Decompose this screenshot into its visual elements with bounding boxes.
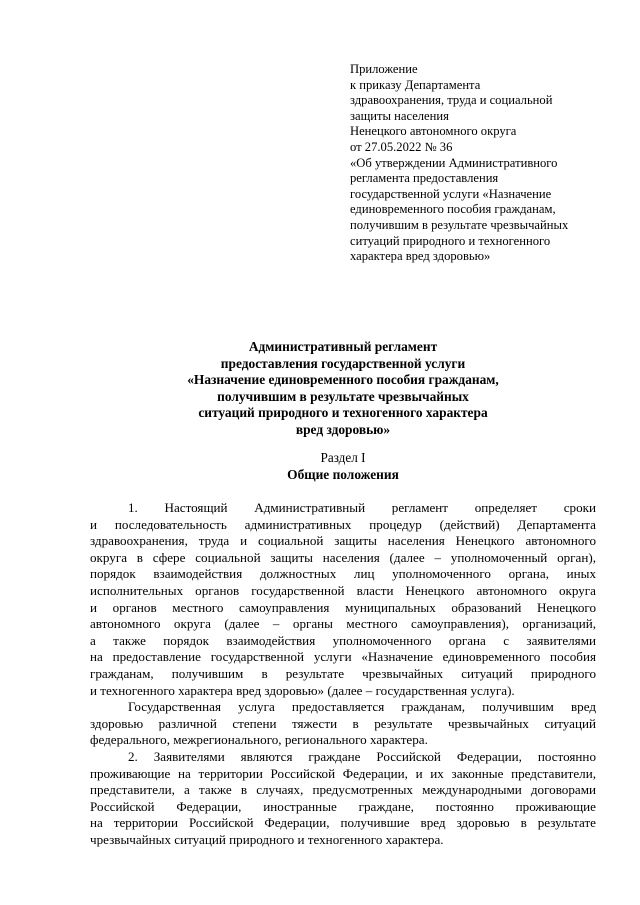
- paragraph-line: гражданам, получившим в результате чрезвычайных ситуаций природного: [90, 665, 596, 681]
- paragraph-line: на территории Российской Федерации, получившие вред здоровью в результате: [90, 815, 596, 831]
- appendix-line: Приложение: [350, 62, 418, 76]
- paragraph-line: автономного округа (далее – органы местного самоуправления), организаций,: [90, 616, 596, 632]
- appendix-line: характера вред здоровью»: [350, 249, 491, 264]
- paragraph-line: округа в сфере социальной защиты населения (далее – уполномоченный орган),: [90, 549, 596, 565]
- paragraph-line: Государственная услуга предоставляется гражданам, получившим вред: [128, 699, 596, 715]
- title-line: «Назначение единовременного пособия гражданам,: [187, 372, 499, 388]
- appendix-line: к приказу Департамента: [350, 77, 481, 92]
- paragraph-line: чрезвычайных ситуаций природного и техногенного характера.: [90, 831, 444, 847]
- title-line: предоставления государственной услуги: [220, 355, 466, 371]
- section-heading: [90, 449, 596, 483]
- appendix-line: защиты населения: [350, 108, 449, 123]
- title-line: вред здоровью»: [295, 421, 391, 437]
- appendix-line: «Об утверждении Административного: [350, 155, 558, 170]
- body-text: [90, 500, 596, 848]
- paragraph-line: представители, а также в случаях, предусмотренных международными договорами: [90, 782, 596, 798]
- paragraph-line: на предоставление государственной услуги «Назначение единовременного пособия: [90, 649, 596, 665]
- appendix-line: Ненецкого автономного округа: [350, 124, 517, 139]
- paragraph-line: и органов местного самоуправления муниципальных образований Ненецкого: [90, 599, 596, 615]
- title-line: получившим в результате чрезвычайных: [217, 388, 469, 404]
- paragraph-line: здоровью различной степени тяжести в результате чрезвычайных ситуаций: [90, 715, 596, 731]
- paragraph-line: Российской Федерации, иностранные граждане, постоянно проживающие: [90, 798, 596, 814]
- appendix-line: здравоохранения, труда и социальной: [350, 93, 553, 108]
- appendix-header: [350, 62, 600, 265]
- appendix-line: ситуаций природного и техногенного: [350, 233, 551, 248]
- paragraph-line: 2. Заявителями являются граждане Российской Федерации, постоянно: [128, 748, 596, 764]
- appendix-line: единовременного пособия гражданам,: [350, 202, 556, 217]
- paragraph-line: федерального, межрегионального, регионального характера.: [90, 732, 428, 748]
- appendix-line: от 27.05.2022 № 36: [350, 139, 453, 154]
- title-line: ситуаций природного и техногенного характера: [198, 405, 488, 421]
- section-title: Общие положения: [287, 467, 399, 482]
- paragraph-line: здравоохранения, труда и социальной защиты населения Ненецкого автономного: [90, 533, 596, 549]
- paragraph-line: проживающие на территории Российской Федерации, и их законные представители,: [90, 765, 596, 781]
- paragraph-line: и последовательность административных процедур (действий) Департамента: [90, 516, 596, 532]
- appendix-line: государственной услуги «Назначение: [350, 186, 552, 201]
- document-title: [90, 339, 596, 439]
- appendix-line: регламента предоставления: [350, 171, 499, 186]
- title-line: Административный регламент: [248, 339, 438, 354]
- section-number: Раздел I: [320, 450, 366, 465]
- paragraph-line: 1. Настоящий Административный регламент определяет сроки: [128, 500, 596, 515]
- appendix-line: получившим в результате чрезвычайных: [350, 217, 569, 232]
- paragraph-line: порядок взаимодействия должностных лиц уполномоченного органа, иных: [90, 566, 596, 582]
- paragraph-line: и техногенного характера вред здоровью» (далее – государственная услуга).: [90, 682, 515, 698]
- paragraph-line: исполнительных органов государственной власти Ненецкого автономного округа: [90, 582, 596, 598]
- paragraph-line: а также порядок взаимодействия уполномоченного органа с заявителями: [90, 632, 596, 648]
